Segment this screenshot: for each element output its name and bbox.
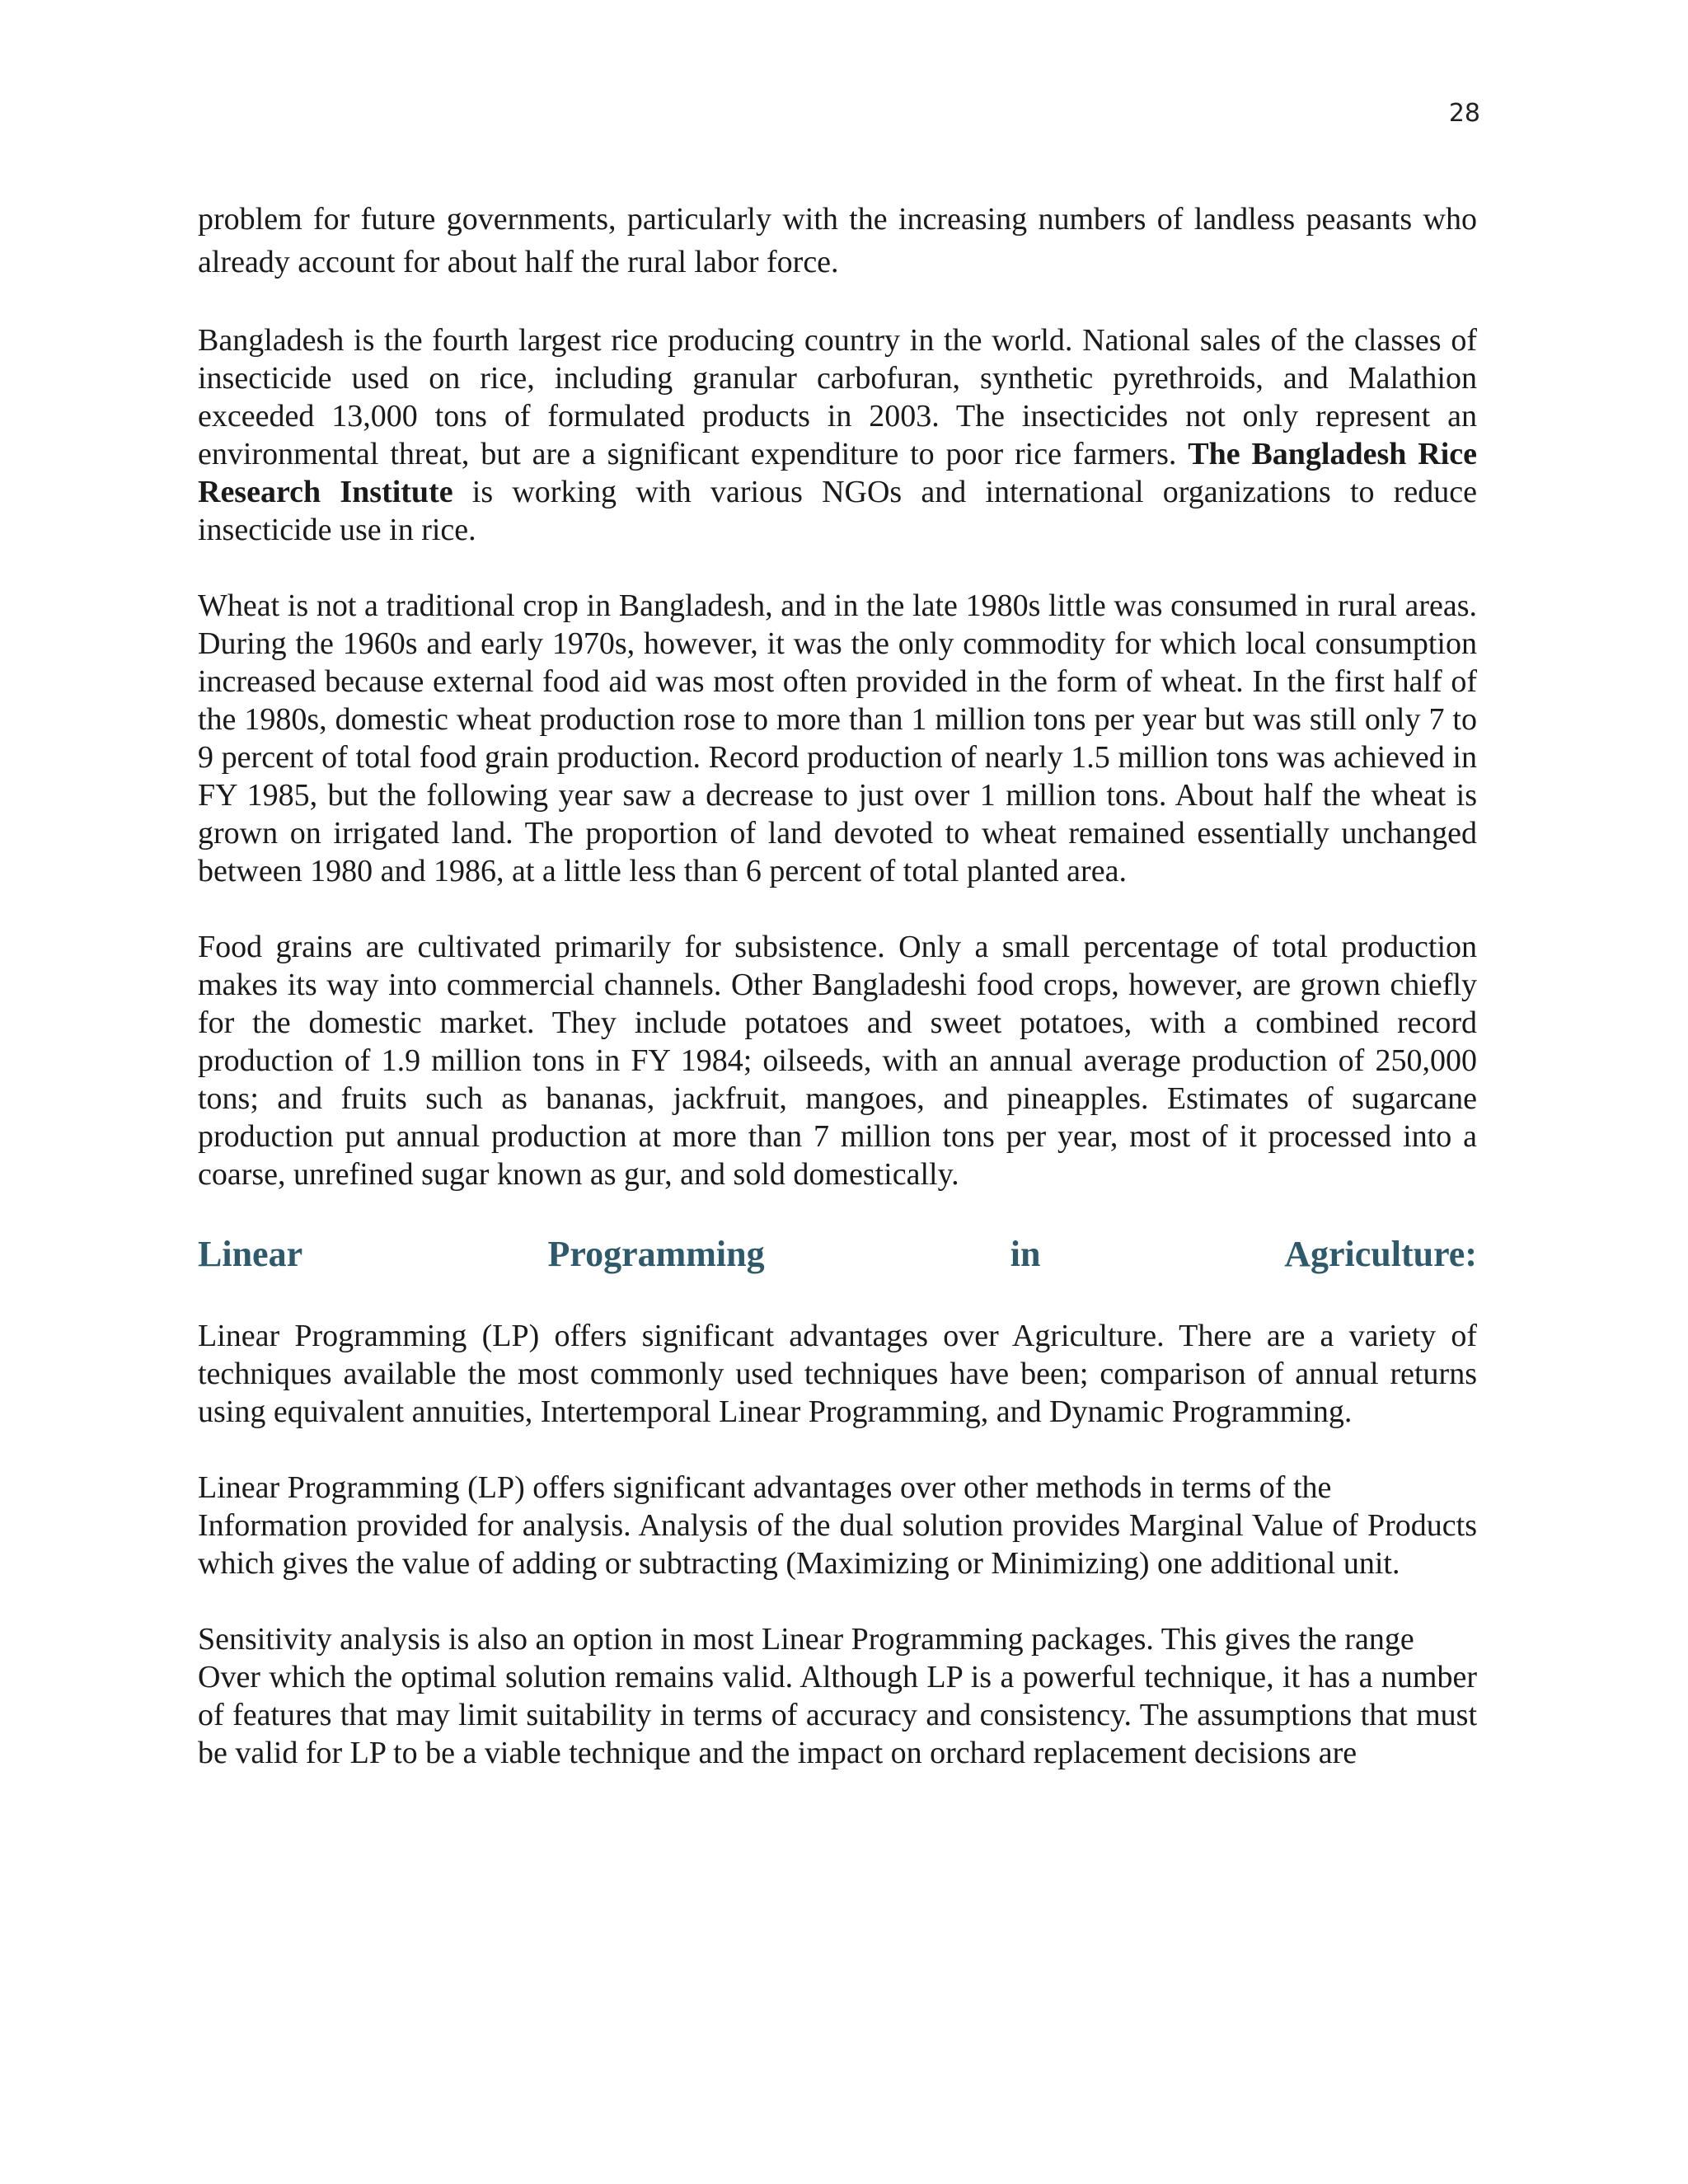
paragraph-food-grains: Food grains are cultivated primarily for subsistence. Only a small percentage of total production makes its way into commercial channels. Other Bangladeshi food crops, however, are grown chiefly for the domestic market. They include potatoes and sweet potatoes, with a combined record production of 1.9 million tons in FY 1984; oilseeds, with an annual average production of 250,000 tons; and fruits such as bananas, jackfruit, mangoes, and pineapples. Estimates of sugarcane production put annual production at more than 7 million tons per year, most of it processed into a coarse, unrefined sugar known as gur, and sold domestically. [198, 930, 1477, 1192]
sensitivity-first-line: Sensitivity analysis is also an option in most Linear Programming packages. This gives the range [198, 1622, 1414, 1657]
lp-dual-first-line: Linear Programming (LP) offers significant advantages over other methods in terms of the [198, 1470, 1332, 1505]
page-body [198, 198, 1477, 1810]
page-number: 28 [1448, 99, 1480, 128]
rice-text-before: Bangladesh is the fourth largest rice producing country in the world. National sales of the classes of insecticide used on rice, including granular carbofuran, synthetic pyrethroids, and Malathion exceeded 13,000 tons of formulated products in 2003. The insecticides not only represent an environmental threat, but are a significant expenditure to poor rice farmers. [198, 323, 1477, 471]
lp-dual-rest: Information provided for analysis. Analysis of the dual solution provides Marginal Value of Products which gives the value of adding or subtracting (Maximizing or Minimizing) one additional unit. [198, 1508, 1477, 1581]
paragraph-rice-insecticide [198, 321, 1477, 549]
paragraph-landless-peasants: problem for future governments, particularly with the increasing numbers of landless peasants who already account for about half the rural labor force. [198, 202, 1477, 279]
brri-institute-name: The Bangladesh Rice Research Institute [198, 437, 1477, 509]
paragraph-lp-techniques: Linear Programming (LP) offers significant advantages over Agriculture. There are a variety of techniques available the most commonly used techniques have been; comparison of annual returns using equivalent annuities, Intertemporal Linear Programming, and Dynamic Programming. [198, 1319, 1477, 1429]
sensitivity-rest: Over which the optimal solution remains valid. Although LP is a powerful technique, it has a number of features that may limit suitability in terms of accuracy and consistency. The assumptions that must be valid for LP to be a viable technique and the impact on orchard replacement decisions are [198, 1660, 1477, 1770]
paragraph-sensitivity-analysis [198, 1620, 1477, 1772]
rice-text-after: is working with various NGOs and international organizations to reduce insecticide use in rice. [198, 475, 1477, 547]
section-heading-linear-programming: Linear Programming in Agriculture: [198, 1234, 1477, 1274]
paragraph-lp-dual-solution [198, 1469, 1477, 1582]
paragraph-wheat: Wheat is not a traditional crop in Bangladesh, and in the late 1980s little was consumed in rural areas. During the 1960s and early 1970s, however, it was the only commodity for which local consumption increased because external food aid was most often provided in the form of wheat. In the first half of the 1980s, domestic wheat production rose to more than 1 million tons per year but was still only 7 to 9 percent of total food grain production. Record production of nearly 1.5 million tons was achieved in FY 1985, but the following year saw a decrease to just over 1 million tons. About half the wheat is grown on irrigated land. The proportion of land devoted to wheat remained essentially unchanged between 1980 and 1986, at a little less than 6 percent of total planted area. [198, 588, 1477, 888]
